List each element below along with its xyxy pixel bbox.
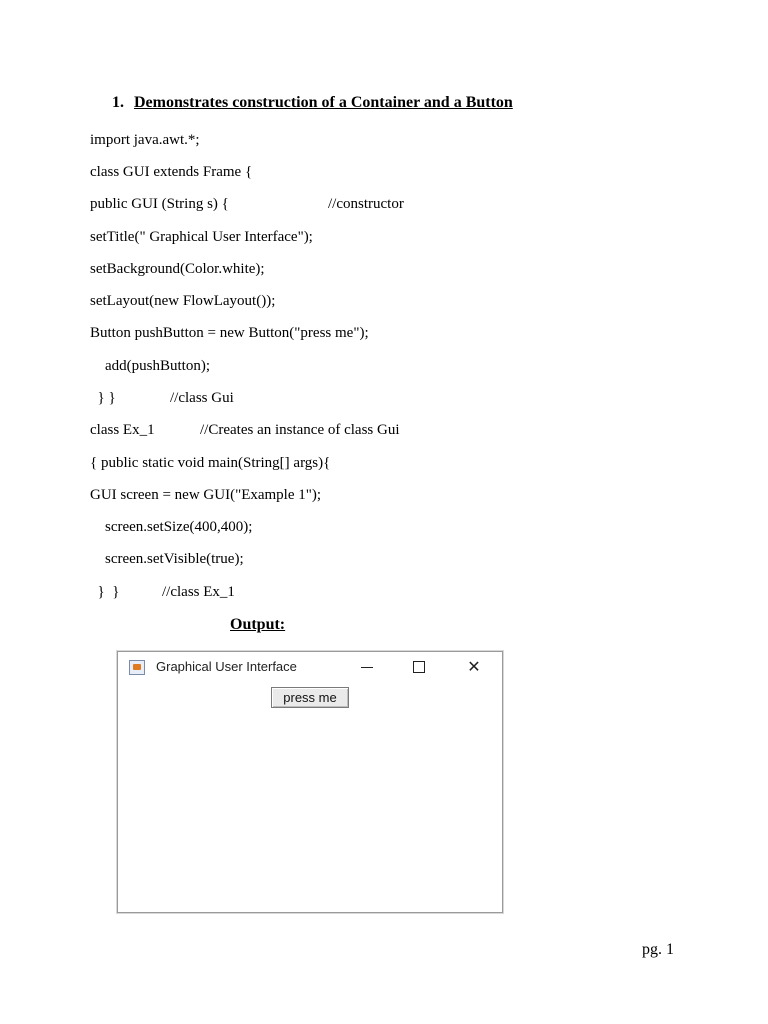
code-line: } } //class Gui — [90, 390, 234, 406]
code-line: setBackground(Color.white); — [90, 261, 265, 277]
window-titlebar — [118, 652, 502, 682]
heading-title: Demonstrates construction of a Container and a Button — [134, 94, 513, 111]
code-line: screen.setSize(400,400); — [90, 519, 253, 535]
section-heading — [112, 94, 513, 112]
page-number: pg. 1 — [642, 941, 674, 958]
code-comment: //Creates an instance of class Gui — [200, 422, 400, 438]
code-comment: //constructor — [328, 196, 404, 212]
maximize-icon[interactable] — [405, 656, 433, 678]
minimize-icon[interactable] — [353, 656, 381, 678]
code-comment: //class Ex_1 — [162, 584, 235, 600]
java-app-icon — [129, 660, 145, 675]
output-label: Output: — [230, 616, 286, 633]
code-line: screen.setVisible(true); — [90, 551, 244, 567]
code-line: class Ex_1 //Creates an instance of class Gui — [90, 422, 400, 438]
window-title: Graphical User Interface — [156, 659, 297, 674]
code-line: Button pushButton = new Button("press me"); — [90, 325, 369, 341]
code-line: add(pushButton); — [90, 358, 210, 374]
code-line: GUI screen = new GUI("Example 1"); — [90, 487, 322, 503]
code-line: } } //class Ex_1 — [90, 584, 235, 600]
code-comment: //class Gui — [170, 390, 234, 406]
code-line: setLayout(new FlowLayout()); — [90, 293, 276, 309]
code-line: class GUI extends Frame { — [90, 164, 253, 180]
code-line: setTitle(" Graphical User Interface"); — [90, 229, 313, 245]
code-line: import java.awt.*; — [90, 132, 200, 148]
close-icon[interactable]: ✕ — [467, 659, 481, 676]
output-window-screenshot — [117, 651, 503, 913]
code-line: public GUI (String s) { //constructor — [90, 196, 404, 212]
press-me-button[interactable]: press me — [271, 687, 349, 708]
code-line: { public static void main(String[] args){ — [90, 455, 331, 471]
heading-number: 1. — [112, 94, 124, 111]
window-client-area — [118, 682, 502, 912]
